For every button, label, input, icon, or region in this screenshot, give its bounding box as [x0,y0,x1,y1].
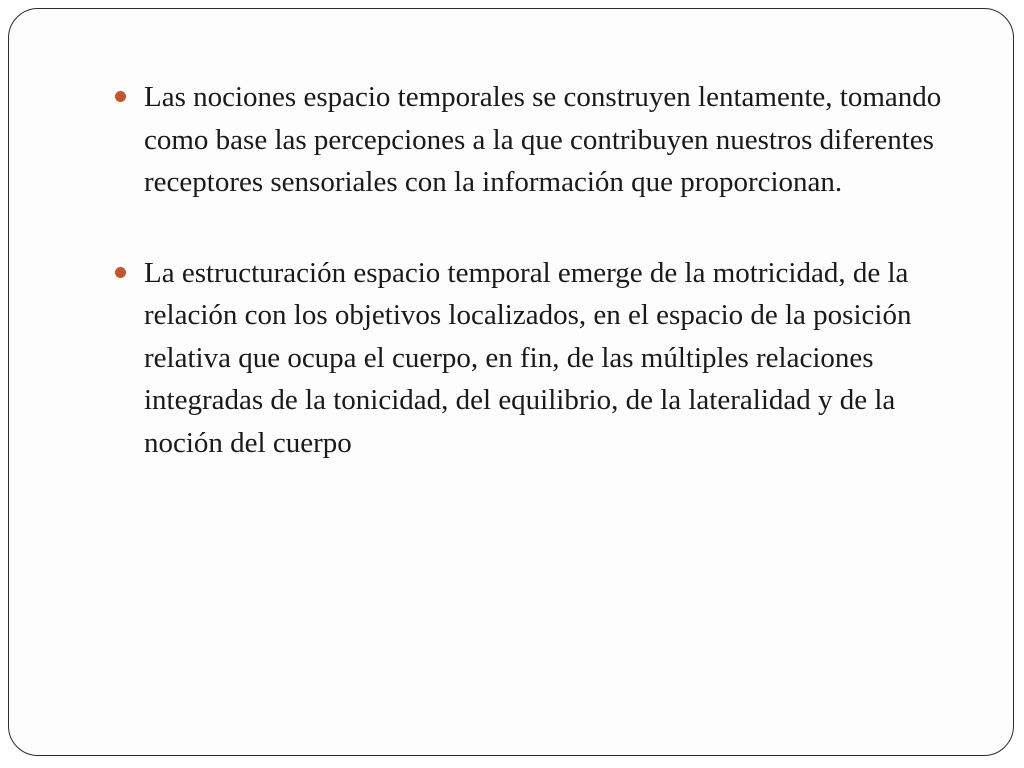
bullet-dot-icon [115,91,126,102]
bullet-text: La estructuración espacio temporal emerge de la motricidad, de la relación con los objetivos localizados, en el espacio de la posición relativa que ocupa el cuerpo, en fin, de las múltiples relaciones integradas de la tonicidad, del equilibrio, de la lateralidad y de la noción del cuerpo [144,256,912,459]
bullet-item [112,252,972,465]
bullet-list [112,76,972,512]
bullet-text: Las nociones espacio temporales se construyen lentamente, tomando como base las percepciones a la que contribuyen nuestros diferentes receptores sensoriales con la información que proporcionan. [144,81,942,198]
bullet-item [112,76,972,204]
bullet-dot-icon [115,267,126,278]
